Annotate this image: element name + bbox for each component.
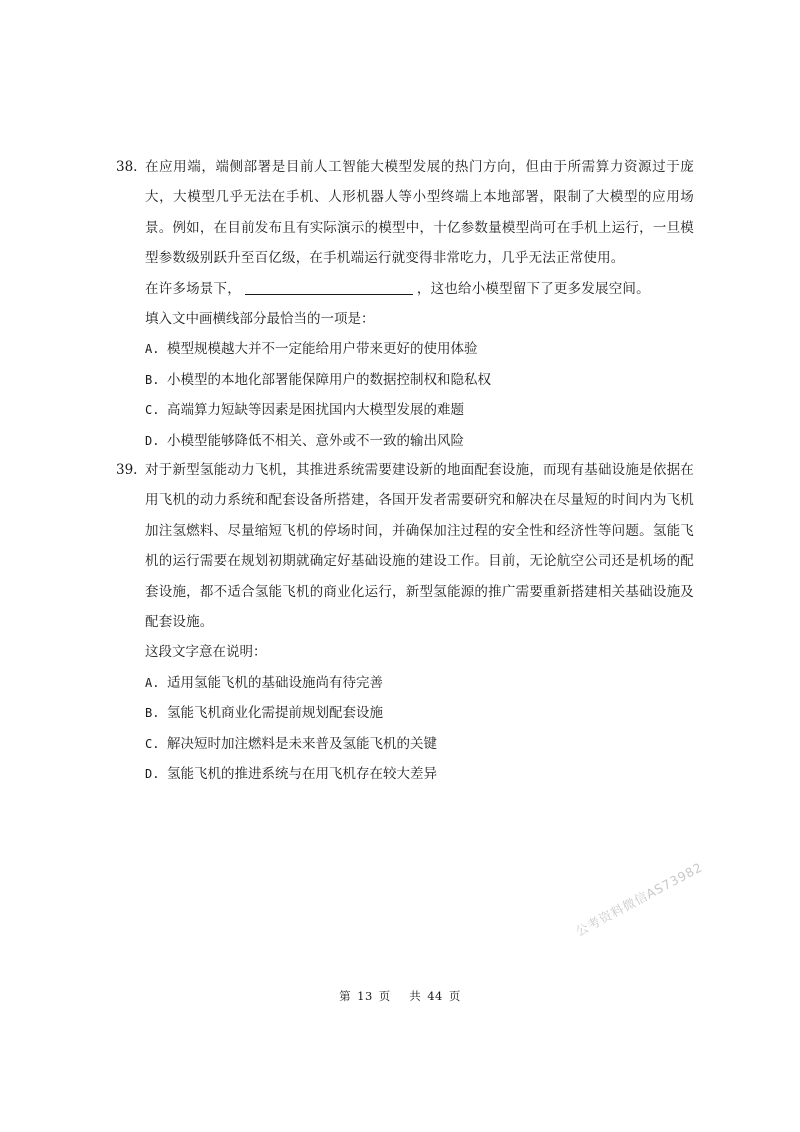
option-text: 解决短时加注燃料是未来普及氢能飞机的关键 bbox=[167, 735, 437, 752]
question-number: 39. bbox=[116, 462, 138, 478]
option-d bbox=[145, 426, 694, 456]
question-prompt: 这段文字意在说明： bbox=[145, 644, 267, 661]
stem-blank-line bbox=[145, 274, 694, 304]
option-text: 小模型能够降低不相关、意外或不一致的输出风险 bbox=[167, 432, 464, 449]
question-39 bbox=[116, 455, 694, 789]
stem-before-blank: 在许多场景下， bbox=[145, 280, 241, 297]
option-d bbox=[145, 759, 694, 789]
page-footer bbox=[0, 988, 800, 1004]
option-text: 模型规模越大并不一定能给用户带来更好的使用体验 bbox=[167, 341, 478, 358]
question-stem: 对于新型氢能动力飞机，其推进系统需要建设新的地面配套设施，而现有基础设施是依据在用飞机的动力系统和配套设备所搭建，各国开发者需要研究和解决在尽量短的时间内为飞机加注氢燃料、尽量缩短飞机的停场时间，并确保加注过程的安全性和经济性等问题。氢能飞机的运行需要在规划初期就确定好基础设施的建设工作。目前，无论航空公司还是机场的配套设施，都不适合氢能飞机的商业化运行，新型氢能源的推广需要重新搭建相关基础设施及配套设施。 bbox=[145, 462, 694, 631]
option-text: 氢能飞机的推进系统与在用飞机存在较大差异 bbox=[167, 766, 437, 783]
question-number: 38. bbox=[116, 159, 138, 175]
fill-in-blank bbox=[245, 278, 413, 295]
page-label-prefix: 第 bbox=[339, 989, 352, 1003]
total-label-unit: 页 bbox=[448, 989, 461, 1003]
watermark: 公考资料微信AS73982 bbox=[572, 859, 706, 940]
option-letter: B. bbox=[145, 706, 160, 721]
page-total: 44 bbox=[427, 989, 443, 1003]
option-letter: C. bbox=[145, 403, 160, 418]
page-label-unit: 页 bbox=[378, 989, 391, 1003]
option-text: 适用氢能飞机的基础设施尚有待完善 bbox=[167, 674, 383, 691]
question-38 bbox=[116, 152, 694, 456]
stem-after-blank: ，这也给小模型留下了更多发展空间。 bbox=[416, 280, 650, 297]
option-b bbox=[145, 698, 694, 728]
option-text: 小模型的本地化部署能保障用户的数据控制权和隐私权 bbox=[167, 371, 491, 388]
total-label-prefix: 共 bbox=[409, 989, 422, 1003]
option-text: 高端算力短缺等因素是困扰国内大模型发展的难题 bbox=[167, 402, 464, 419]
option-list bbox=[145, 668, 694, 790]
option-letter: D. bbox=[145, 767, 160, 782]
option-letter: C. bbox=[145, 736, 160, 751]
stem-paragraph: 在应用端，端侧部署是目前人工智能大模型发展的热门方向，但由于所需算力资源过于庞大，大模型几乎无法在手机、人形机器人等小型终端上本地部署，限制了大模型的应用场景。例如，在目前发布且有实际演示的模型中，十亿参数量模型尚可在手机上运行，一旦模型参数级别跃升至百亿级，在手机端运行就变得非常吃力，几乎无法正常使用。 bbox=[145, 159, 694, 267]
question-prompt: 填入文中画横线部分最恰当的一项是： bbox=[145, 311, 375, 328]
question-stem-row bbox=[116, 455, 694, 637]
option-b bbox=[145, 365, 694, 395]
option-a bbox=[145, 668, 694, 698]
option-letter: D. bbox=[145, 433, 160, 448]
page-current: 13 bbox=[357, 989, 373, 1003]
question-stem-row bbox=[116, 152, 694, 304]
option-letter: A. bbox=[145, 675, 160, 690]
option-c bbox=[145, 395, 694, 425]
option-text: 氢能飞机商业化需提前规划配套设施 bbox=[167, 705, 383, 722]
option-letter: A. bbox=[145, 342, 160, 357]
option-list bbox=[145, 334, 694, 456]
option-letter: B. bbox=[145, 372, 160, 387]
question-stem bbox=[145, 152, 694, 304]
option-c bbox=[145, 729, 694, 759]
option-a bbox=[145, 334, 694, 364]
